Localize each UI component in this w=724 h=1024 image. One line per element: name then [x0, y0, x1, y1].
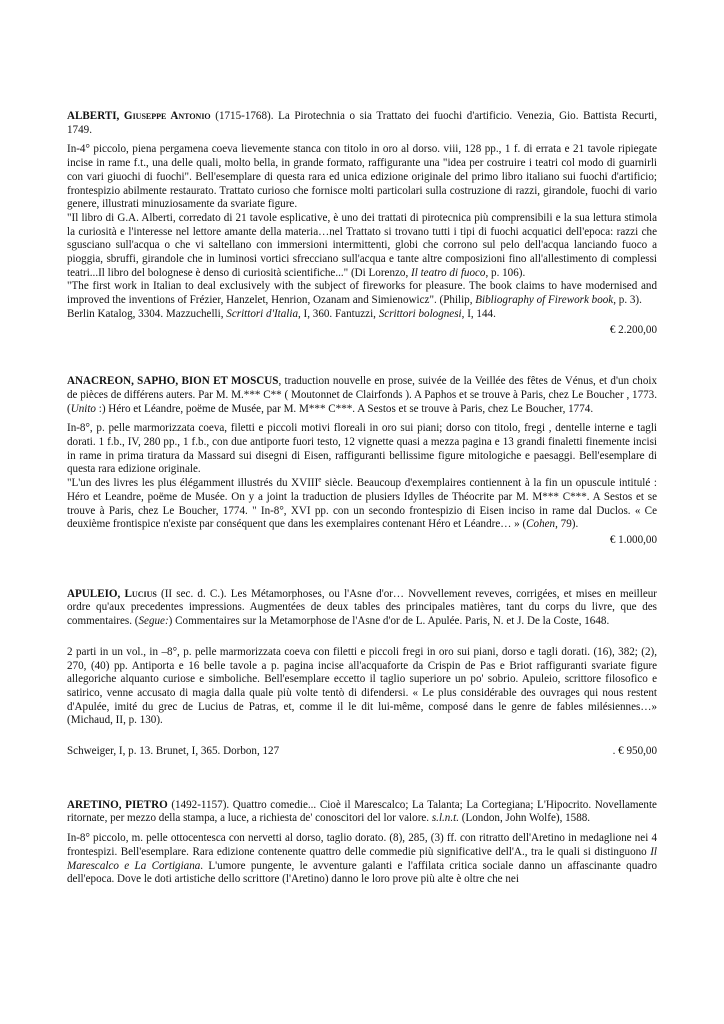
title-imprint: (1492-1157). Quattro comedie... Cioè il Marescalco; La Talanta; La Cortegiana; L'Hipocrito. Novellamente ritornate, per mezzo della stampa, a luce, a richiesta de' conoscitori del lor valore. [67, 798, 657, 825]
author-name: ALBERTI, G [67, 110, 133, 122]
quotation [67, 477, 657, 532]
price: € 2.200,00 [609, 323, 657, 336]
quote-source: Cohen [526, 518, 556, 531]
desc-title: Il Marescalco e La Cortigiana [67, 845, 657, 872]
ref-text: , I, 144. [461, 307, 496, 320]
quote-text: "The first work in Italian to deal exclusively with the subject of fireworks for pleasure. The book claims to have modernised and improved the inventions of Frézier, Hanzelet, Henrion, Ozanam and Simienowicz". (Philip, [67, 280, 657, 307]
physical-description: In-4° piccolo, piena pergamena coeva lievemente stanca con titolo in oro al dorso. viii, 128 pp., 1 f. di errata e 21 tavole ripiegate incise in rame f.t., una delle quali, molto bella, in grande formato, raffigurante una "idea per costruire i teatri col modo di guarnirli con vari giuochi di fuochi". Bell'esemplare di questa rara ed unica edizione originale del primo libro italiano sui fuochi d'artificio; frontespizio abilmente restaurato. Trattato curioso che fornisce molti particolari sulla costruzione di razzi, girandole, fuochi di vario genere, illustrati minuziosamente da svariate figure. [67, 143, 657, 211]
quote-source: Il teatro di fuoco [411, 266, 486, 279]
ref-title: Scrittori bolognesi [378, 307, 462, 320]
physical-description: In-8°, p. pelle marmorizzata coeva, filetti e piccoli motivi floreali in oro sui piani; dorso con titolo, fregi , dentelle interne e tagli dorati. 1 f.b., IV, 280 pp., 1 f.b., con due antiporte fuori testo, 12 vignette quasi a mezza pagina e 13 grandi finaletti finemente incisi in rame in prima tiratura da Massard sui disegni di Eisen, raffiguranti bellissime figure mitologiche e paesaggi. Bell'esemplare di questa rara edizione originale. [67, 422, 657, 476]
references-row [67, 745, 657, 759]
author-name: ARETINO, PIETRO [67, 798, 168, 811]
references: Schweiger, I, p. 13. Brunet, I, 365. Dorbon, 127 [67, 745, 280, 758]
title-note: s.l.n.t. [431, 812, 459, 825]
desc-text: In-8° piccolo, m. pelle ottocentesca con nervetti al dorso, taglio dorato. (8), 285, (3) ff. con ritratto dell'Aretino in medaglione nei 4 frontespizi. Bell'esemplare. Rara edizione contenente quattro delle commedie più significative dell'A., tra le quali si distinguono [67, 832, 657, 858]
quote-page: , p. 3). [613, 294, 642, 307]
title-imprint: ) Commentaires sur la Metamorphose de l'Asne d'or de L. Apulée. Paris, N. et J. De la Coste, 1648. [168, 615, 610, 628]
catalogue-page [67, 110, 657, 887]
entry-apuleio [67, 588, 657, 759]
entry-anacreon [67, 375, 657, 547]
ref-title: Scrittori d'Italia [226, 307, 298, 320]
quotation [67, 280, 657, 307]
quote-page: , 79). [555, 518, 579, 531]
title-imprint: , traduction nouvelle en prose, suivée de la Veillée des fêtes de Vénus, et d'un choix de pièces de différens auters. Par M. M.*** C** ( Moutonnet de Clairfonds ). A Paphos et se trouve à Paris, chez Le Boucher , 1773. ( [67, 375, 658, 415]
title-imprint: (1715-1768). La Pirotechnia o sia Trattato dei fuochi d'artificio. Venezia, Gio. Battista Recurti, 1749. [67, 110, 658, 136]
references [67, 308, 657, 322]
entry-heading [67, 588, 657, 629]
quote-source: Bibliography of Firework book [475, 294, 614, 307]
title-imprint: (II sec. d. C.). Les Métamorphoses, ou l'Asne d'or… Novvellement reveves, corrigées, et mises en meilleur ordre qu'aux precedentes impressions. Augmentées de deux tables des principales matières, tant du corps du livre, que des commentaires. ( [67, 587, 657, 628]
physical-description: 2 parti in un vol., in –8°, p. pelle marmorizzata coeva con filetti e piccoli fregi in oro sui piani, dorso e tagli dorati. (16), 382; (2), 270, (40) pp. Antiporta e 16 belle tavole a p. pagina incise all'acquaforte da Crispin de Pas e Briot raffiguranti svariate figure allegoriche alquanto curiose e simboliche. Bell'esemplare eccetto il taglio superiore un po' sobrio. Apuleio, scrittore filosofico e satirico, venne accusato di magia dalla quale più volte tentò di difendersi. « Le plus considérable des ouvrages qui nous restent d'Apulée, imité du grec de Lucius de Patras, et, comme il le dit lui-même, composé dans le genre de fables milésiennes…» (Michaud, II, p. 130). [67, 645, 657, 727]
ref-text: Berlin Katalog, 3304. Mazzuchelli, [67, 307, 227, 320]
quote-text: "Il libro di G.A. Alberti, corredato di 21 tavole esplicative, è uno dei trattati di pirotecnica più comprensibili e la sua lettura stimola la curiosità e l'interesse nel lettore amante della materia…nel Trattato si trovano tutti i tipi di fuochi acquatici dell'epoca: razzi che sgusciano sull'acqua o che vi saltellano con immersioni intermittenti, globi che corrono sul pelo dell'acqua lanciando fuoco a pioggia, sbruffi, girandole che in luminosi vortici sfrecciano sull'acqua e tante altre composizioni fino all'allestimento di complessi teatri...Il libro del bolognese è denso di curiosità scientifiche..." (Di Lorenzo, [67, 211, 657, 279]
quote-page: , p. 106). [485, 266, 526, 279]
entry-heading [67, 799, 657, 826]
author-name-smallcaps: iuseppe Antonio [132, 110, 211, 122]
title-note: Unito [70, 402, 96, 415]
quote-text: siècle. Beaucoup d'exemplaires contiennent à la fin un opuscule intitulé : Héro et Leandre, poëme de Musée. On y a joint la traduction de plusiers Idylles de Théocrite par M. M*** C***. A Sestos et se trouve à Paris, chez Le Boucher, 1774. " In-8°, XVI pp. con un secondo frontespizio di Eisen inciso in rame dal Duclos. « Ce deuxième frontispice n'existe par conséquent que dans les exemplaires contenant Héro et Léandre… » ( [67, 477, 657, 531]
superscript: e [318, 475, 322, 484]
title-imprint: :) Héro et Léandre, poëme de Musée, par M. M*** C***. A Sestos et se trouve à Paris, chez Le Boucher, 1774. [95, 402, 594, 415]
quotation [67, 212, 657, 281]
price: . € 950,00 [612, 745, 657, 758]
entry-alberti [67, 110, 657, 337]
author-name-smallcaps: ucius [131, 587, 157, 600]
author-name: ANACREON, SAPHO, BION ET MOSCUS [67, 375, 279, 388]
title-imprint: (London, John Wolfe), 1588. [458, 812, 591, 825]
author-name: APULEIO, L [67, 587, 132, 600]
price: € 1.000,00 [609, 533, 657, 546]
entry-aretino [67, 799, 657, 887]
physical-description [67, 832, 657, 887]
quote-text: "L'un des livres les plus élégamment illustrés du XVIII [67, 477, 319, 490]
desc-text: . L'umore pungente, le avventure galanti e l'affilata critica sociale danno un affascinante quadro dell'epoca. Dove le doti artistiche dello scrittore (l'Aretino) danno le loro prove più alte è oltre che nei [67, 859, 657, 886]
ref-text: , I, 360. Fantuzzi, [298, 307, 379, 320]
entry-heading [67, 110, 657, 137]
entry-heading [67, 375, 657, 416]
title-note: Segue: [138, 615, 169, 628]
